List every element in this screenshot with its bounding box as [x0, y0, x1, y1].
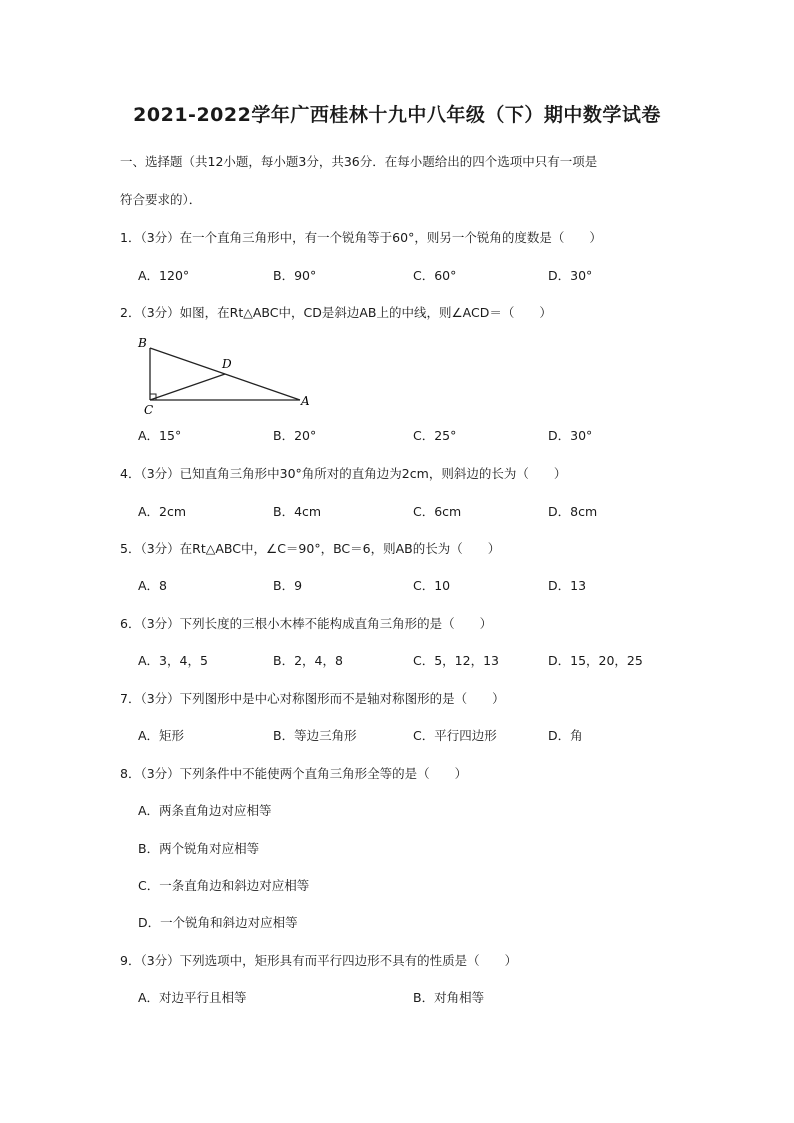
question-6-option-d: D．15，20，25	[548, 653, 643, 668]
question-7-stem: 7．（3分）下列图形中是中心对称图形而不是轴对称图形的是（ ）	[120, 691, 505, 706]
question-2-figure	[130, 330, 320, 420]
question-9-option-a: A．对边平行且相等	[138, 990, 247, 1005]
question-1-option-b: B．90°	[273, 268, 317, 283]
page-title: 2021-2022学年广西桂林十九中八年级（下）期中数学试卷	[133, 104, 661, 126]
question-7-option-d: D．角	[548, 728, 583, 743]
question-1-option-c: C．60°	[413, 268, 457, 283]
question-9-option-b: B．对角相等	[413, 990, 485, 1005]
question-8-option-b: B．两个锐角对应相等	[138, 841, 260, 856]
question-1-option-a: A．120°	[138, 268, 190, 283]
question-5-stem: 5．（3分）在Rt△ABC中，∠C＝90°，BC＝6，则AB的长为（ ）	[120, 541, 501, 556]
question-1-stem: 1．（3分）在一个直角三角形中，有一个锐角等于60°，则另一个锐角的度数是（ ）	[120, 230, 602, 245]
question-7-option-b: B．等边三角形	[273, 728, 357, 743]
question-8-stem: 8．（3分）下列条件中不能使两个直角三角形全等的是（ ）	[120, 766, 468, 781]
question-6-option-b: B．2，4，8	[273, 653, 343, 668]
question-8-option-c: C．一条直角边和斜边对应相等	[138, 878, 310, 893]
question-8-option-d: D．一个锐角和斜边对应相等	[138, 915, 298, 930]
question-4-option-d: D．8cm	[548, 504, 598, 519]
question-6-option-c: C．5，12，13	[413, 653, 499, 668]
question-1-option-d: D．30°	[548, 268, 593, 283]
question-2-option-d: D．30°	[548, 428, 593, 443]
question-4-option-b: B．4cm	[273, 504, 322, 519]
median-cd	[150, 374, 225, 400]
question-5-option-b: B．9	[273, 578, 303, 593]
question-5-option-a: A．8	[138, 578, 168, 593]
question-4-option-a: A．2cm	[138, 504, 187, 519]
section-heading-line1: 一、选择题（共12小题，每小题3分，共36分．在每小题给出的四个选项中只有一项是	[120, 154, 598, 169]
question-9-stem: 9．（3分）下列选项中，矩形具有而平行四边形不具有的性质是（ ）	[120, 953, 518, 968]
question-5-option-d: D．13	[548, 578, 587, 593]
question-2-option-b: B．20°	[273, 428, 317, 443]
question-2-option-a: A．15°	[138, 428, 182, 443]
question-2-stem: 2．（3分）如图，在Rt△ABC中，CD是斜边AB上的中线，则∠ACD＝（ ）	[120, 305, 552, 320]
section-heading-line2: 符合要求的）．	[120, 192, 202, 207]
question-7-option-a: A．矩形	[138, 728, 185, 743]
label-a: A	[301, 394, 310, 408]
question-4-stem: 4．（3分）已知直角三角形中30°角所对的直角边为2cm，则斜边的长为（ ）	[120, 466, 567, 481]
question-6-stem: 6．（3分）下列长度的三根小木棒不能构成直角三角形的是（ ）	[120, 616, 493, 631]
question-2-option-c: C．25°	[413, 428, 457, 443]
question-5-option-c: C．10	[413, 578, 451, 593]
question-8-option-a: A．两条直角边对应相等	[138, 803, 272, 818]
question-7-option-c: C．平行四边形	[413, 728, 497, 743]
question-6-option-a: A．3，4，5	[138, 653, 208, 668]
label-c: C	[144, 403, 154, 417]
label-b: B	[138, 336, 147, 350]
question-4-option-c: C．6cm	[413, 504, 462, 519]
label-d: D	[222, 357, 232, 371]
